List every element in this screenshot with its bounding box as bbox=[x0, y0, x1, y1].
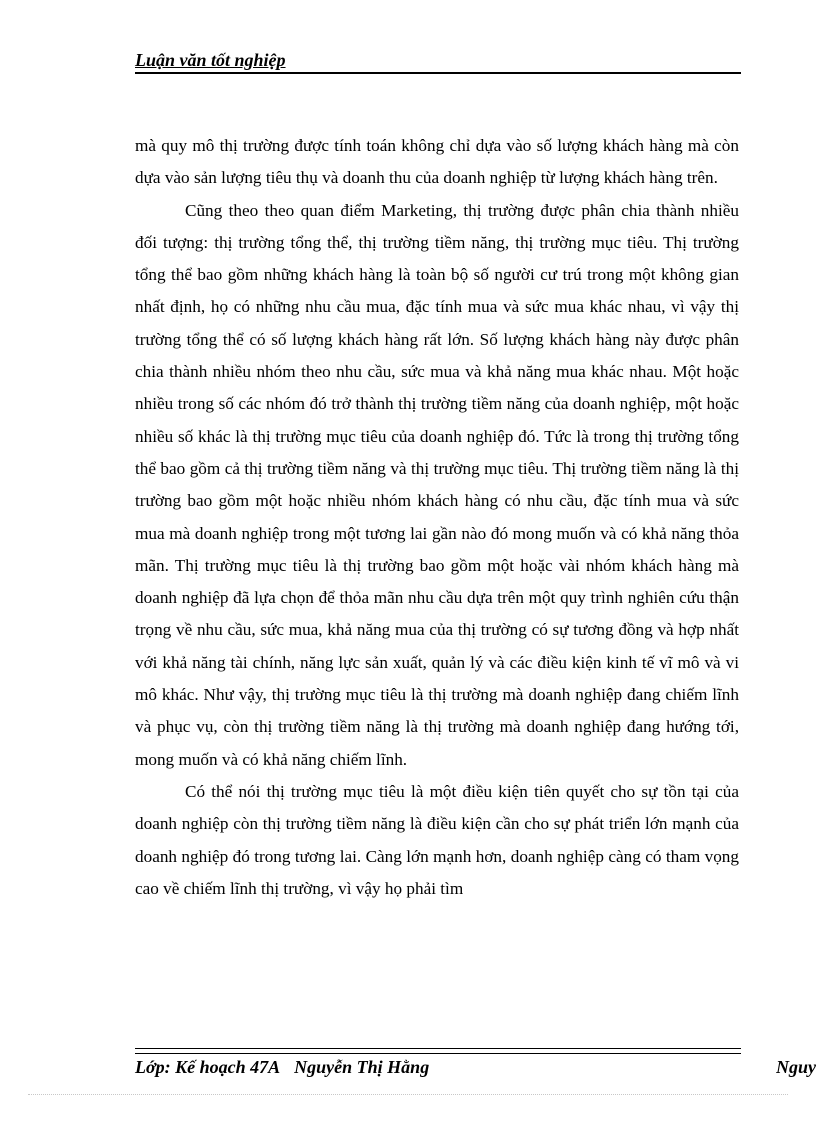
page-footer bbox=[135, 1056, 429, 1078]
page-header bbox=[135, 48, 741, 74]
paragraph-1: mà quy mô thị trường được tính toán không chỉ dựa vào số lượng khách hàng mà còn dựa vào sản lượng tiêu thụ và doanh thu của doanh nghiệp từ lượng khách hàng trên. bbox=[135, 136, 739, 188]
paragraph-3: Có thể nói thị trường mục tiêu là một điều kiện tiên quyết cho sự tồn tại của doanh nghiệp còn thị trường tiềm năng là điều kiện cần cho sự phát triển lớn mạnh của doanh nghiệp đó trong tương lai. Càng lớn mạnh hơn, doanh nghiệp càng có tham vọng cao về chiếm lĩnh thị trường, vì vậy họ phải tìm bbox=[135, 781, 739, 898]
footer-author: Nguyễn Thị Hằng bbox=[294, 1057, 430, 1077]
footer-class-label: Lớp: Kế hoạch 47A bbox=[135, 1057, 281, 1077]
footer-right-text: Nguy bbox=[776, 1057, 816, 1077]
page-bottom-divider bbox=[28, 1094, 788, 1095]
body-text bbox=[135, 130, 739, 905]
paragraph-2: Cũng theo theo quan điểm Marketing, thị trường được phân chia thành nhiều đối tượng: thị trường tổng thể, thị trường tiềm năng, thị trường mục tiêu. Thị trường tổng thể bao gồm những khách hàng là toàn bộ số người cư trú trong một không gian nhất định, họ có những nhu cầu mua, đặc tính mua và sức mua khác nhau, vì vậy thị trường tổng thể có số lượng khách hàng rất lớn. Số lượng khách hàng này được phân chia thành nhiều nhóm theo nhu cầu, sức mua và khả năng mua khác nhau. Một hoặc nhiều trong số các nhóm đó trở thành thị trường tiềm năng của doanh nghiệp, một hoặc nhiều số khác là thị trường mục tiêu của doanh nghiệp đó. Tức là trong thị trường tổng thể bao gồm cả thị trường tiềm năng và thị trường mục tiêu. Thị trường tiềm năng là thị trường bao gồm một hoặc nhiều nhóm khách hàng có nhu cầu, đặc tính mua và sức mua mà doanh nghiệp trong một tương lai gần nào đó mong muốn và có khả năng thỏa mãn. Thị trường mục tiêu là thị trường bao gồm một hoặc vài nhóm khách hàng mà doanh nghiệp đã lựa chọn để thỏa mãn nhu cầu dựa trên một quy trình nghiên cứu thận trọng về nhu cầu, sức mua, khả năng mua của thị trường có sự tương đồng và hợp nhất với khả năng tài chính, năng lực sản xuất, quản lý và các điều kiện kinh tế vĩ mô và vi mô khác. Như vậy, thị trường mục tiêu là thị trường mà doanh nghiệp đang chiếm lĩnh và phục vụ, còn thị trường tiềm năng là thị trường mà doanh nghiệp đang hướng tới, mong muốn và có khả năng chiếm lĩnh. bbox=[135, 200, 739, 769]
header-title: Luận văn tốt nghiệp bbox=[135, 50, 286, 70]
footer-rule bbox=[135, 1048, 741, 1054]
